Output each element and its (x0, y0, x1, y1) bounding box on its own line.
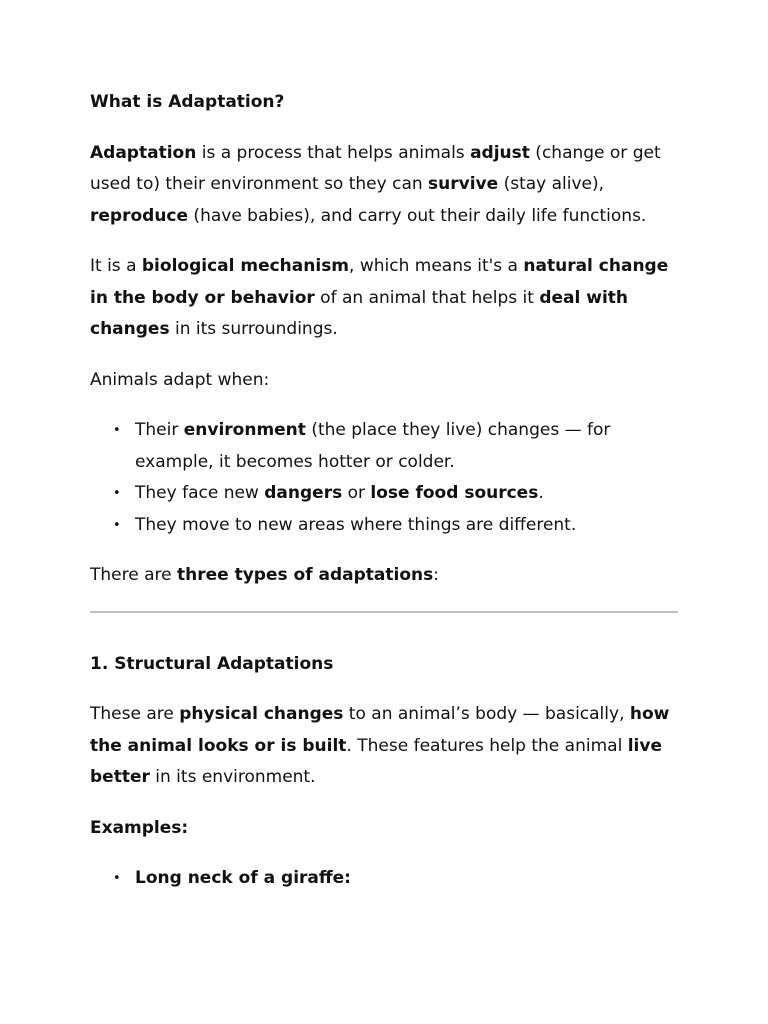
examples-label: Examples: (90, 817, 189, 838)
section-divider (90, 611, 678, 613)
term-biological-mechanism: biological mechanism (141, 256, 350, 276)
term-adaptation: Adaptation (90, 142, 197, 163)
intro-title: What is Adaptation? (90, 92, 285, 112)
list-item: • Their environment (the place they live) changes — for example, it becomes hotter or colder. (135, 415, 678, 478)
term-three-types: three types of adaptations (177, 565, 434, 585)
bullet-icon: • (113, 871, 121, 886)
bullet-icon: • (113, 486, 121, 501)
intro-paragraph-1: Adaptation is a process that helps animals adjust (change or get used to) their environment so they can survive (stay alive), reproduce (have babies), and carry out their daily life functions. (90, 142, 661, 226)
examples-list (90, 863, 678, 895)
term-how-animal-looks: how the animal looks or is built (90, 704, 670, 756)
list-item: • They face new dangers or lose food sources. (135, 478, 678, 510)
list-item (113, 863, 678, 895)
bullet-icon: • (113, 517, 121, 533)
term-physical-changes: physical changes (179, 704, 344, 724)
section-1-paragraph: These are physical changes to an animal’s body — basically, how the animal looks or is built. These features help the animal live better in its environment. (90, 704, 670, 787)
list-item: • They move to new areas where things are different. (135, 510, 678, 542)
term-reproduce: reproduce (90, 205, 189, 226)
example-giraffe-label: Long neck of a giraffe: (135, 868, 351, 888)
term-live-better: live better (90, 735, 662, 787)
bullet-icon: • (113, 423, 121, 438)
term-adjust: adjust (470, 142, 530, 163)
intro-paragraph-3: Animals adapt when: (90, 369, 270, 390)
section-1-heading: 1. Structural Adaptations (90, 653, 334, 674)
intro-paragraph-4: There are three types of adaptations: (90, 565, 439, 585)
term-survive: survive (428, 174, 499, 194)
term-natural-change: natural change in the body or behavior (90, 256, 669, 308)
term-deal-with-changes: deal with changes (90, 287, 629, 339)
intro-paragraph-2: It is a biological mechanism, which means it's a natural change in the body or behavior of an animal that helps it deal with changes in its surroundings. (90, 256, 669, 339)
adapt-when-list (90, 415, 678, 541)
